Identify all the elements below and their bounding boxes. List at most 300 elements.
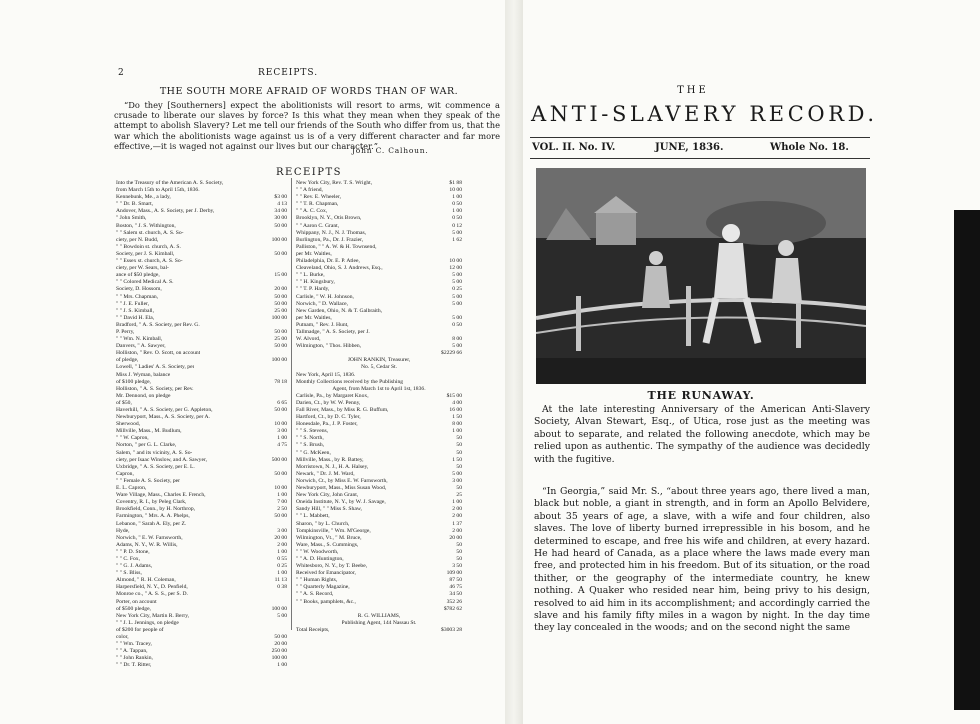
receipt-text: Burlington, Pa., Dr. J. Frazier, bbox=[296, 236, 364, 243]
receipts-a-row bbox=[116, 336, 287, 343]
receipt-text: Whippany, N. J., N. J. Thomas, bbox=[296, 229, 367, 236]
receipts-a-row bbox=[116, 542, 287, 549]
receipts-a-row bbox=[116, 528, 287, 535]
receipt-text: " " C. Fox, bbox=[116, 555, 140, 562]
receipts-b-row bbox=[296, 513, 462, 520]
receipt-text: Lowell, " Ladies' A. S. Society, per bbox=[116, 364, 195, 371]
receipt-text: " " Human Rights, bbox=[296, 577, 338, 584]
receipt-amount: 50 00 bbox=[274, 513, 287, 520]
receipt-text: Mr. Dennond, on pledge bbox=[116, 392, 171, 399]
receipts-a-row bbox=[116, 478, 287, 485]
receipt-text: " John Smith, bbox=[116, 215, 147, 222]
receipts-b-row bbox=[296, 258, 462, 265]
receipt-amount: 109 00 bbox=[446, 570, 462, 577]
receipt-amount bbox=[459, 379, 462, 386]
receipts-b-row bbox=[296, 563, 462, 570]
receipts-b-row bbox=[296, 535, 462, 542]
receipts-a-row bbox=[116, 201, 287, 208]
receipts-a-row bbox=[116, 428, 287, 435]
receipt-text: from March 15th to April 15th, 1836. bbox=[116, 187, 200, 194]
receipt-amount: 87 50 bbox=[449, 577, 462, 584]
receipt-text: color, bbox=[116, 634, 129, 640]
receipts-b-row bbox=[296, 208, 462, 215]
receipt-amount: 30 00 bbox=[274, 215, 287, 222]
receipts-a-row bbox=[116, 599, 287, 606]
receipt-text: Kennebunk, Me., a lady, bbox=[116, 194, 171, 201]
receipts-a-row bbox=[116, 563, 287, 570]
receipt-amount: 5 00 bbox=[452, 293, 462, 300]
receipts-a-row bbox=[116, 372, 287, 379]
receipt-text: Darien, Ct., by W. W. Penny, bbox=[296, 399, 361, 406]
masthead-title: ANTI-SLAVERY RECORD. bbox=[531, 102, 878, 126]
receipt-text: Palliston, " " A. W. & H. Townsend, bbox=[296, 243, 377, 250]
receipt-amount bbox=[284, 521, 287, 528]
receipt-amount: 2 00 bbox=[452, 513, 462, 520]
receipts-b-row bbox=[296, 492, 462, 499]
receipts-a-row bbox=[116, 435, 287, 442]
receipt-amount: $2229 66 bbox=[441, 350, 462, 357]
receipt-amount: 5 00 bbox=[452, 300, 462, 307]
receipts-b-row bbox=[296, 450, 462, 457]
receipt-text: Carlisle, " W. H. Johnson, bbox=[296, 293, 354, 300]
receipts-a-row bbox=[116, 606, 287, 613]
receipt-amount: 50 00 bbox=[274, 328, 287, 335]
receipt-text: Monroe co., " A. S. S., per S. D. bbox=[116, 591, 188, 598]
receipt-text: E. L. Capron, bbox=[116, 485, 147, 492]
receipt-amount: 16 00 bbox=[449, 407, 462, 413]
receipts-a-row bbox=[116, 577, 287, 584]
receipts-a-row bbox=[116, 584, 287, 591]
receipt-text: Newark, " Dr. J. M. Ward, bbox=[296, 470, 355, 477]
receipt-text: Millville, Mass., M. Budlum, bbox=[116, 428, 182, 435]
receipt-amount: 1 00 bbox=[277, 492, 287, 499]
receipt-amount: $15 00 bbox=[446, 392, 462, 399]
receipt-amount: 1 50 bbox=[452, 414, 462, 421]
receipt-amount: 50 00 bbox=[274, 407, 287, 413]
receipt-amount: 34 50 bbox=[449, 591, 462, 598]
receipts-b-row bbox=[296, 627, 462, 634]
receipt-amount: 100 00 bbox=[271, 655, 287, 662]
issue-date: JUNE, 1836. bbox=[655, 142, 724, 153]
receipts-b-row bbox=[296, 471, 462, 478]
receipt-text: " " Rev. E. Wheeler, bbox=[296, 194, 342, 201]
receipt-amount: 1 50 bbox=[452, 456, 462, 463]
receipts-a-row bbox=[116, 400, 287, 407]
receipt-amount: 1 62 bbox=[452, 236, 462, 243]
receipt-text: ance of $50 pledge, bbox=[116, 272, 160, 279]
receipts-b-row bbox=[296, 237, 462, 244]
article-title: THE SOUTH MORE AFRAID OF WORDS THAN OF WAR. bbox=[159, 86, 459, 97]
receipts-a-row bbox=[116, 265, 287, 272]
receipt-text: Society, D. Hossom, bbox=[116, 286, 162, 293]
receipt-amount: 46 75 bbox=[449, 584, 462, 591]
receipt-amount: 0 55 bbox=[277, 555, 287, 562]
receipt-amount: 0 12 bbox=[452, 222, 462, 229]
receipt-amount bbox=[284, 265, 287, 272]
receipt-text: Society, per J. S. Kimball, bbox=[116, 250, 175, 257]
receipt-text: Bradford, " A. S. Society, per Rev. G. bbox=[116, 321, 200, 328]
receipt-text: Sherwood, bbox=[116, 421, 141, 428]
receipts-a-row bbox=[116, 272, 287, 279]
receipts-b-row bbox=[296, 336, 462, 343]
receipt-amount: 50 00 bbox=[274, 634, 287, 640]
receipt-amount bbox=[284, 258, 287, 265]
receipt-text: Uxbridge, " A. S. Society, per E. L. bbox=[116, 463, 195, 470]
receipt-text: Boston, " J. S. Withington, bbox=[116, 222, 176, 229]
receipt-text: Brookfield, Conn., by H. Northrop, bbox=[116, 506, 196, 513]
receipt-amount: 50 bbox=[456, 548, 462, 555]
receipt-amount bbox=[284, 180, 287, 187]
receipts-b-row bbox=[296, 294, 462, 301]
receipt-text: Norwich, " D. Wallace, bbox=[296, 300, 349, 307]
receipt-amount: 15 00 bbox=[274, 272, 287, 279]
receipt-text: " " A. C. Cox, bbox=[296, 208, 328, 215]
receipt-text: Agent, from March 1st to April 1st, 1836. bbox=[332, 385, 426, 392]
receipt-text: " " H. Kingsbury, bbox=[296, 279, 335, 286]
receipt-text: " " Aaron C. Grant, bbox=[296, 222, 340, 229]
receipt-text: Into the Treasury of the American A. S. Society, bbox=[116, 180, 224, 186]
receipts-b-row bbox=[296, 379, 462, 386]
receipt-text: " " T. P. Hardy, bbox=[296, 286, 330, 293]
receipt-amount: 1 00 bbox=[452, 499, 462, 506]
receipts-b-row bbox=[296, 386, 462, 393]
receipt-amount: 5 00 bbox=[452, 343, 462, 350]
receipt-text: ciety, per W. Sears, bal- bbox=[116, 265, 169, 272]
receipts-a-row bbox=[116, 535, 287, 542]
receipt-text: Philadelphia, Dr. E. P. Atlee, bbox=[296, 258, 360, 265]
receipts-a-row bbox=[116, 521, 287, 528]
receipt-amount bbox=[284, 187, 287, 194]
receipt-text: " " Dr. B. Smart, bbox=[116, 201, 154, 208]
receipt-amount: 12 00 bbox=[449, 265, 462, 272]
receipt-text: Danvers, " A. Sawyer, bbox=[116, 343, 166, 350]
receipt-amount: 2 00 bbox=[452, 527, 462, 534]
receipts-a-row bbox=[116, 464, 287, 471]
receipts-b-row bbox=[296, 286, 462, 293]
receipts-a-row bbox=[116, 237, 287, 244]
receipt-amount: 352 26 bbox=[446, 598, 462, 605]
receipt-text: " " S. Bliss, bbox=[116, 570, 142, 577]
receipt-amount bbox=[459, 372, 462, 379]
receipt-amount bbox=[284, 322, 287, 329]
receipt-text: R. G. WILLIAMS, bbox=[357, 612, 401, 619]
receipt-text: P. Perry, bbox=[116, 328, 135, 335]
receipts-a-row bbox=[116, 513, 287, 520]
receipt-text: ciety, per N. Budd, bbox=[116, 236, 159, 243]
receipts-b-row bbox=[296, 485, 462, 492]
receipt-text: Andover, Mass., A. S. Society, per J. Derby, bbox=[116, 208, 215, 215]
receipt-amount: 2 50 bbox=[277, 506, 287, 513]
receipt-amount: 50 bbox=[456, 541, 462, 548]
receipt-text: Ware Village, Mass., Charles E. French, bbox=[116, 492, 206, 499]
receipt-text: " " Books, pamphlets, &c., bbox=[296, 598, 356, 605]
receipt-amount: 50 bbox=[456, 435, 462, 442]
receipt-text: " " J. L. Jennings, on pledge bbox=[116, 619, 179, 626]
receipts-b-row bbox=[296, 478, 462, 485]
receipt-amount: 7 00 bbox=[277, 499, 287, 506]
masthead-rule-top bbox=[530, 137, 870, 138]
issue-volume: VOL. II. No. IV. bbox=[532, 142, 616, 153]
receipts-b-row bbox=[296, 570, 462, 577]
receipt-text: New York City, Martin R. Berry, bbox=[116, 612, 190, 619]
receipt-amount: 5 00 bbox=[452, 470, 462, 477]
receipts-a-row bbox=[116, 393, 287, 400]
receipt-text: " " G. McKeen, bbox=[296, 449, 331, 456]
receipt-amount: 5 00 bbox=[452, 272, 462, 279]
receipt-amount: 10 00 bbox=[274, 485, 287, 492]
receipt-amount: 25 bbox=[456, 492, 462, 499]
receipt-text: Sandy Hill, " " Miss S. Shaw, bbox=[296, 506, 362, 513]
receipts-a-row bbox=[116, 620, 287, 627]
right-paragraph-1: At the late interesting Anniversary of the American Anti-Slavery Society, Alvan Stewart, Esq., of Utica, rose just as the meeting was about to separate, and related the following anecdote, which may be relied upon as authentic. The sympathy of the audience was decidedly with the fugitive. bbox=[534, 404, 870, 465]
receipt-amount bbox=[284, 350, 287, 357]
receipts-a-row bbox=[116, 180, 287, 187]
receipts-a-row bbox=[116, 223, 287, 230]
receipts-a-row bbox=[116, 386, 287, 393]
receipts-a-row bbox=[116, 627, 287, 634]
receipt-amount: 0 25 bbox=[277, 563, 287, 570]
receipt-amount: 1 00 bbox=[277, 435, 287, 442]
receipt-amount: 250 00 bbox=[271, 648, 287, 655]
receipts-b-row bbox=[296, 414, 462, 421]
receipt-text: " " Essex st. church, A. S. So- bbox=[116, 258, 183, 265]
receipts-b-row bbox=[296, 343, 462, 350]
running-head-title: RECEIPTS. bbox=[258, 68, 319, 78]
receipt-text: " " W. Capron, bbox=[116, 435, 149, 442]
receipts-b-row bbox=[296, 251, 462, 258]
receipt-text: Newburyport, Mass., A. S. Society, per A. bbox=[116, 414, 210, 421]
receipt-amount: 3 00 bbox=[277, 527, 287, 534]
receipts-b-row bbox=[296, 272, 462, 279]
receipts-b-row bbox=[296, 584, 462, 591]
receipt-amount: 34 00 bbox=[274, 208, 287, 215]
receipts-b-row bbox=[296, 435, 462, 442]
receipts-a-row bbox=[116, 286, 287, 293]
receipt-amount: 1 00 bbox=[277, 570, 287, 577]
receipts-b-row bbox=[296, 457, 462, 464]
receipt-amount: 2 00 bbox=[277, 541, 287, 548]
receipt-text: Holliston, " A. S. Society, per Rev. bbox=[116, 385, 194, 392]
receipt-amount: 100 00 bbox=[271, 314, 287, 321]
receipt-amount: 50 bbox=[456, 449, 462, 456]
receipts-b-row bbox=[296, 528, 462, 535]
receipts-b-row bbox=[296, 620, 462, 627]
receipts-a-row bbox=[116, 244, 287, 251]
receipt-text: per Mr. Waitles, bbox=[296, 250, 332, 257]
receipt-amount: 6 65 bbox=[277, 399, 287, 406]
receipts-a-row bbox=[116, 329, 287, 336]
book-gutter bbox=[505, 0, 523, 724]
receipts-b-row bbox=[296, 556, 462, 563]
receipt-amount: 4 13 bbox=[277, 201, 287, 208]
receipts-a-row bbox=[116, 251, 287, 258]
receipts-a-row bbox=[116, 407, 287, 414]
receipts-a-row bbox=[116, 641, 287, 648]
receipts-b-row bbox=[296, 194, 462, 201]
receipt-amount: 0 38 bbox=[277, 584, 287, 591]
receipts-b-row bbox=[296, 308, 462, 315]
receipts-a-row bbox=[116, 364, 287, 371]
receipt-text: " " A. S. Record, bbox=[296, 591, 334, 598]
receipt-amount: 8 00 bbox=[452, 336, 462, 343]
receipts-a-row bbox=[116, 379, 287, 386]
receipt-amount bbox=[459, 251, 462, 258]
article-signature: John C. Calhoun. bbox=[352, 146, 429, 155]
receipt-amount bbox=[284, 230, 287, 237]
receipt-amount bbox=[284, 450, 287, 457]
receipt-text: Sharon, " by L. Church, bbox=[296, 520, 350, 527]
receipt-text: " " Dr. T. Ritter, bbox=[116, 662, 152, 669]
receipt-amount: 5 00 bbox=[452, 229, 462, 236]
receipts-a-row bbox=[116, 208, 287, 215]
receipts-b-row bbox=[296, 421, 462, 428]
receipt-amount: 100 00 bbox=[271, 236, 287, 243]
receipts-a-row bbox=[116, 294, 287, 301]
receipt-text: " " T. R. Chapman, bbox=[296, 201, 339, 208]
receipt-text: Millville, Mass., by R. Battey, bbox=[296, 456, 364, 463]
receipt-amount: 78 18 bbox=[274, 378, 287, 385]
receipt-amount: 50 00 bbox=[274, 293, 287, 300]
receipts-b-row bbox=[296, 350, 462, 357]
receipts-b-row bbox=[296, 542, 462, 549]
receipts-b-row bbox=[296, 613, 462, 620]
receipt-text: " " Wm. Tracey, bbox=[116, 641, 152, 648]
receipt-amount bbox=[284, 414, 287, 421]
receipt-text: " " J. S. Kimball, bbox=[116, 307, 154, 314]
receipts-a-row bbox=[116, 492, 287, 499]
receipts-b-row bbox=[296, 180, 462, 187]
receipt-text: JOHN RANKIN, Treasurer, bbox=[347, 357, 411, 364]
receipt-text: of $50, bbox=[116, 399, 132, 406]
receipts-a-row bbox=[116, 194, 287, 201]
receipts-b-row bbox=[296, 407, 462, 414]
receipts-a-row bbox=[116, 350, 287, 357]
receipt-text: Wilmington, Vt., " M. Bruce, bbox=[296, 534, 362, 541]
receipt-text: Total Receipts, bbox=[296, 626, 330, 633]
receipt-amount bbox=[284, 627, 287, 634]
receipt-text: Tallmadge, " A. S. Society, per J. bbox=[296, 328, 370, 335]
receipt-text: " " A. Tappan, bbox=[116, 648, 148, 655]
receipts-a-row bbox=[116, 655, 287, 662]
receipt-amount: 1 00 bbox=[452, 428, 462, 435]
receipt-text: Miss J. Wyman, balance bbox=[116, 371, 171, 378]
receipt-text: " " Mrs. Chapman, bbox=[116, 293, 159, 300]
receipt-amount: 3 50 bbox=[452, 563, 462, 570]
receipt-amount: 0 50 bbox=[452, 321, 462, 328]
receipt-text: Newburyport, Mass., Miss Susan Wood, bbox=[296, 485, 387, 492]
receipts-b-row bbox=[296, 506, 462, 513]
receipt-amount: 8 00 bbox=[452, 421, 462, 428]
receipts-b-row bbox=[296, 400, 462, 407]
receipts-b-row bbox=[296, 499, 462, 506]
receipt-amount: 4 75 bbox=[277, 442, 287, 449]
receipt-text: " " Quarterly Magazine, bbox=[296, 584, 350, 591]
receipts-a-row bbox=[116, 471, 287, 478]
receipts-a-row bbox=[116, 442, 287, 449]
receipt-amount bbox=[284, 599, 287, 606]
receipts-a-row bbox=[116, 322, 287, 329]
receipts-a-row bbox=[116, 613, 287, 620]
receipt-text: New York City, Rev. T. S. Wright, bbox=[296, 180, 373, 186]
receipt-text: ciety, per Isaac Winslow, and A. Sawyer, bbox=[116, 456, 207, 463]
receipts-b-row bbox=[296, 223, 462, 230]
receipt-amount bbox=[284, 386, 287, 393]
receipt-amount: 100 00 bbox=[271, 605, 287, 612]
receipt-amount: 50 bbox=[456, 485, 462, 492]
receipt-amount: 3 00 bbox=[452, 477, 462, 484]
receipt-text: " " W. Woodworth, bbox=[296, 548, 339, 555]
receipt-text: Wilmington, " Thos. Hibben, bbox=[296, 343, 362, 350]
receipt-amount: 1 37 bbox=[452, 520, 462, 527]
receipts-a-row bbox=[116, 450, 287, 457]
receipt-text: " " L. Mabbett, bbox=[296, 513, 330, 520]
receipt-amount: 1 00 bbox=[277, 662, 287, 669]
receipt-amount: 50 00 bbox=[274, 470, 287, 477]
receipt-amount: 20 00 bbox=[274, 641, 287, 648]
receipt-text: " " S. Stevens, bbox=[296, 428, 329, 435]
receipt-amount bbox=[459, 244, 462, 251]
receipt-text: " " Female A. S. Society, per bbox=[116, 477, 181, 484]
receipt-text: Honesdale, Pa., J. P. Foster, bbox=[296, 421, 358, 428]
receipt-text: Received for Emancipator, bbox=[296, 570, 356, 577]
receipt-text: " " Colored Medical A. S. bbox=[116, 279, 174, 286]
receipt-amount: 25 00 bbox=[274, 307, 287, 314]
receipt-text: Whitesboro, N. Y., by T. Beebe, bbox=[296, 563, 368, 570]
receipts-b-row bbox=[296, 329, 462, 336]
illustration-caption: THE RUNAWAY. bbox=[647, 389, 755, 402]
receipts-b-row bbox=[296, 464, 462, 471]
receipts-a-row bbox=[116, 591, 287, 598]
receipt-amount: 3 00 bbox=[277, 428, 287, 435]
receipts-b-row bbox=[296, 279, 462, 286]
receipts-a-row bbox=[116, 308, 287, 315]
receipt-amount: 10 00 bbox=[449, 187, 462, 194]
receipt-amount: 20 00 bbox=[274, 286, 287, 293]
receipt-text: Oneida Institute, N. Y., by W. J. Savage, bbox=[296, 499, 386, 506]
receipts-a-row bbox=[116, 315, 287, 322]
receipt-text: Farmington, " Mrs. A. A. Phelps, bbox=[116, 513, 190, 520]
receipts-a-row bbox=[116, 279, 287, 286]
receipt-amount: 11 13 bbox=[274, 577, 287, 584]
receipt-amount: 0 50 bbox=[452, 215, 462, 222]
runaway-engraving bbox=[536, 168, 866, 384]
receipts-column-b bbox=[296, 180, 462, 634]
receipt-amount bbox=[284, 478, 287, 485]
receipts-b-row bbox=[296, 364, 462, 371]
receipt-text: " " Bowdoin st. church, A. S. bbox=[116, 243, 181, 250]
receipts-title: RECEIPTS bbox=[276, 167, 342, 178]
receipt-amount: 10 00 bbox=[274, 421, 287, 428]
receipt-amount: 50 00 bbox=[274, 222, 287, 229]
receipt-amount: 20 00 bbox=[274, 534, 287, 541]
receipts-a-row bbox=[116, 357, 287, 364]
receipts-b-row bbox=[296, 244, 462, 251]
receipts-b-row bbox=[296, 521, 462, 528]
receipt-amount: $3003 28 bbox=[441, 626, 462, 633]
column-divider bbox=[291, 178, 292, 630]
receipt-text: Hyde, bbox=[116, 527, 130, 534]
receipt-text: Haverhill, " A. S. Society, per G. Appleton, bbox=[116, 407, 213, 413]
receipts-b-row bbox=[296, 187, 462, 194]
receipt-amount bbox=[459, 308, 462, 315]
receipt-text: " " Salem st. church, A. S. So- bbox=[116, 229, 184, 236]
receipts-a-row bbox=[116, 556, 287, 563]
receipt-text: New York, April 15, 1836. bbox=[296, 371, 356, 378]
receipt-amount bbox=[284, 372, 287, 379]
receipt-amount: 500 00 bbox=[271, 456, 287, 463]
receipts-a-row bbox=[116, 343, 287, 350]
receipt-text: New Garden, Ohio, N. & T. Galbraith, bbox=[296, 307, 383, 314]
